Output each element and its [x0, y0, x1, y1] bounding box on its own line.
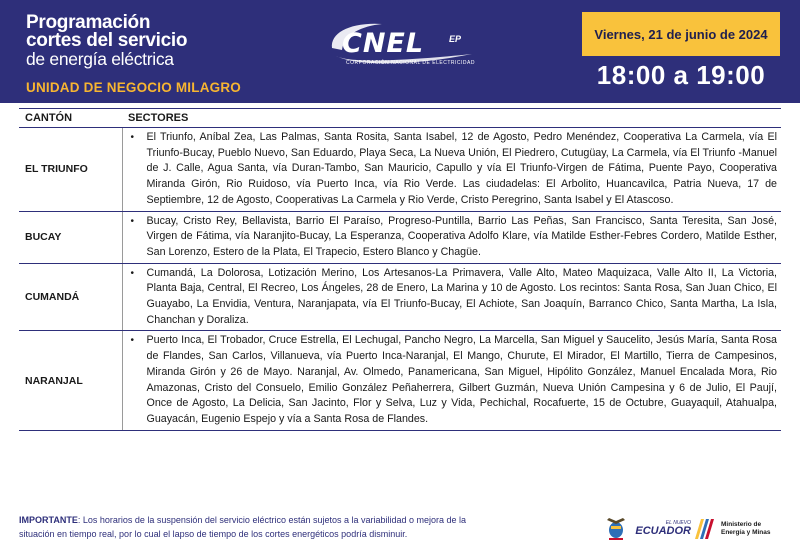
cnel-logo [322, 20, 482, 70]
title-line-1: Programación [26, 12, 151, 33]
canton-cell: EL TRIUNFO [19, 128, 122, 212]
sectors-text: Puerto Inca, El Trobador, Cruce Estrella, El Lechugal, Pancho Negro, La Marcella, San Miguel y Saucelito, Jesús María, Santa Rosa de Flandes, San Carlos, Villanueva, vía Puerto Inca-Naranjal, El Mango, Churute, El Mirador, El Martillo, Tierra de Campesinos, Miranda Girón y 26 de Mayo. Naranjal, Av. Olmedo, Panamericana, San Miguel, Hipólito González, Manuel Encalada Mora, Rio Amazonas, Cristo del Consuelo, Emilio González Peñaherrera, Gilbert Guzmán, Nueva Unión Campesina y 6 de Julio, El Paují, Once de Agosto, La Delicia, San Jacinto, Flor y Selva, Luz y Vida, Pechichal, Rocafuerte, 15 de Octubre, Guayaquil, Atahualpa, Guayacán, Eugenio Espejo y vía a Santa Rosa de Flandes. [146, 334, 777, 425]
table-row [19, 128, 781, 212]
gov-brand-name: ECUADOR [635, 525, 691, 537]
column-header-sectors: SECTORES [122, 109, 781, 128]
business-unit-label: UNIDAD DE NEGOCIO MILAGRO [26, 80, 242, 95]
table-row [19, 263, 781, 331]
table-header-row [19, 109, 781, 128]
sectors-text: Cumandá, La Dolorosa, Lotización Merino, Los Artesanos-La Primavera, Valle Alto, Mateo Maquizaca, Valle Alto II, La Victoria, Planta Baja, Central, El Recreo, Los Ángeles, 28 de Enero, La Marina y 10 de Agosto. Los recintos: Santa Rosa, San Juan Chico, El Guayabo, La Envidia, Ventura, Naranjapata, vía El Triunfo-Bucay, El Achiote, San Joaquín, Barranco Chico, Santa Martha, La Isla, Chanchan y Doraliza. [146, 266, 777, 326]
logo-subtitle: CORPORACIÓN NACIONAL DE ELECTRICIDAD [346, 60, 475, 66]
time-range: 18:00 a 19:00 [596, 60, 766, 90]
sectors-text: Bucay, Cristo Rey, Bellavista, Barrio El Paraíso, Progreso-Puntilla, Barrio Las Peñas, San Francisco, Santa Teresita, San José, Virgen de Fátima, vía Naranjito-Bucay, La Esperanza, Cooperativa Adolfo Klare, vía Matilde Esther-Febres Cordero, Matilde Esther, San Lorenzo, Estero de la Plata, El Trapecio, Estero Blanco y Chagüe. [146, 214, 777, 258]
bullet-icon: • [130, 335, 135, 347]
ministry-line-2: Energía y Minas [721, 528, 771, 536]
date-text: Viernes, 21 de junio de 2024 [594, 26, 768, 42]
ministry-line-1: Ministerio de [721, 521, 762, 528]
gov-brand [631, 520, 691, 537]
sectors-cell [122, 263, 781, 331]
logo-wordmark: CNEL [342, 28, 425, 59]
flag-stripes-icon [693, 519, 715, 539]
logo-suffix: EP [449, 34, 462, 44]
sectors-text: El Triunfo, Aníbal Zea, Las Palmas, Santa Rosita, Santa Isabel, 12 de Agosto, Pedro Menéndez, Cooperativa La Carmela, vía El Triunfo-Bucay, Pueblo Nuevo, San Eduardo, Playa Seca, La Nueva Unión, El Piedrero, Cutugüay, La Carmela, vía El Triunfo -Manuel de J. Calle, Agua Santa, vía Duran-Tambo, San Mauricio, Capullo y vía El Triunfo-Virgen de Fátima, Puente Payo, Cooperativa Miranda Girón, Rio Ruidoso, vía Puerto Inca, vía Rio Verde. Las ciudadelas: El Arbolito, Huancavilca, Patria Nueva, 17 de Septiembre, 12 de Agosto, Cooperativas La Carmela y Rio Verde, Cristo Peregrino, Santa Isabel y El Atascoso. [146, 131, 777, 206]
sectors-cell [122, 211, 781, 263]
sectors-cell [122, 128, 781, 212]
page-title [26, 14, 187, 68]
bullet-icon: • [130, 132, 135, 143]
table-row [19, 211, 781, 263]
column-header-canton: CANTÓN [19, 109, 122, 128]
important-note [19, 513, 489, 541]
coat-of-arms-icon [605, 516, 627, 542]
sectors-cell [122, 331, 781, 430]
title-line-3: de energía eléctrica [26, 49, 174, 69]
table-row [19, 331, 781, 430]
note-label: IMPORTANTE [19, 515, 78, 525]
canton-cell: NARANJAL [19, 331, 122, 430]
schedule-table [19, 108, 781, 431]
gov-brand-small: EL NUEVO [665, 520, 691, 526]
date-badge [582, 12, 780, 56]
header-banner [0, 0, 800, 103]
government-logo [605, 516, 785, 544]
canton-cell: BUCAY [19, 211, 122, 263]
bullet-icon: • [130, 267, 135, 279]
ministry-label [721, 521, 771, 536]
title-line-2: cortes del servicio [26, 30, 188, 51]
canton-cell: CUMANDÁ [19, 263, 122, 331]
bullet-icon: • [130, 215, 135, 227]
note-text: : Los horarios de la suspensión del servicio eléctrico están sujetos a la variabilidad o mejora de la situación en tiempo real, por lo cual el lapso de tiempo de los cortes energéticos podría disminuir. [19, 515, 467, 539]
